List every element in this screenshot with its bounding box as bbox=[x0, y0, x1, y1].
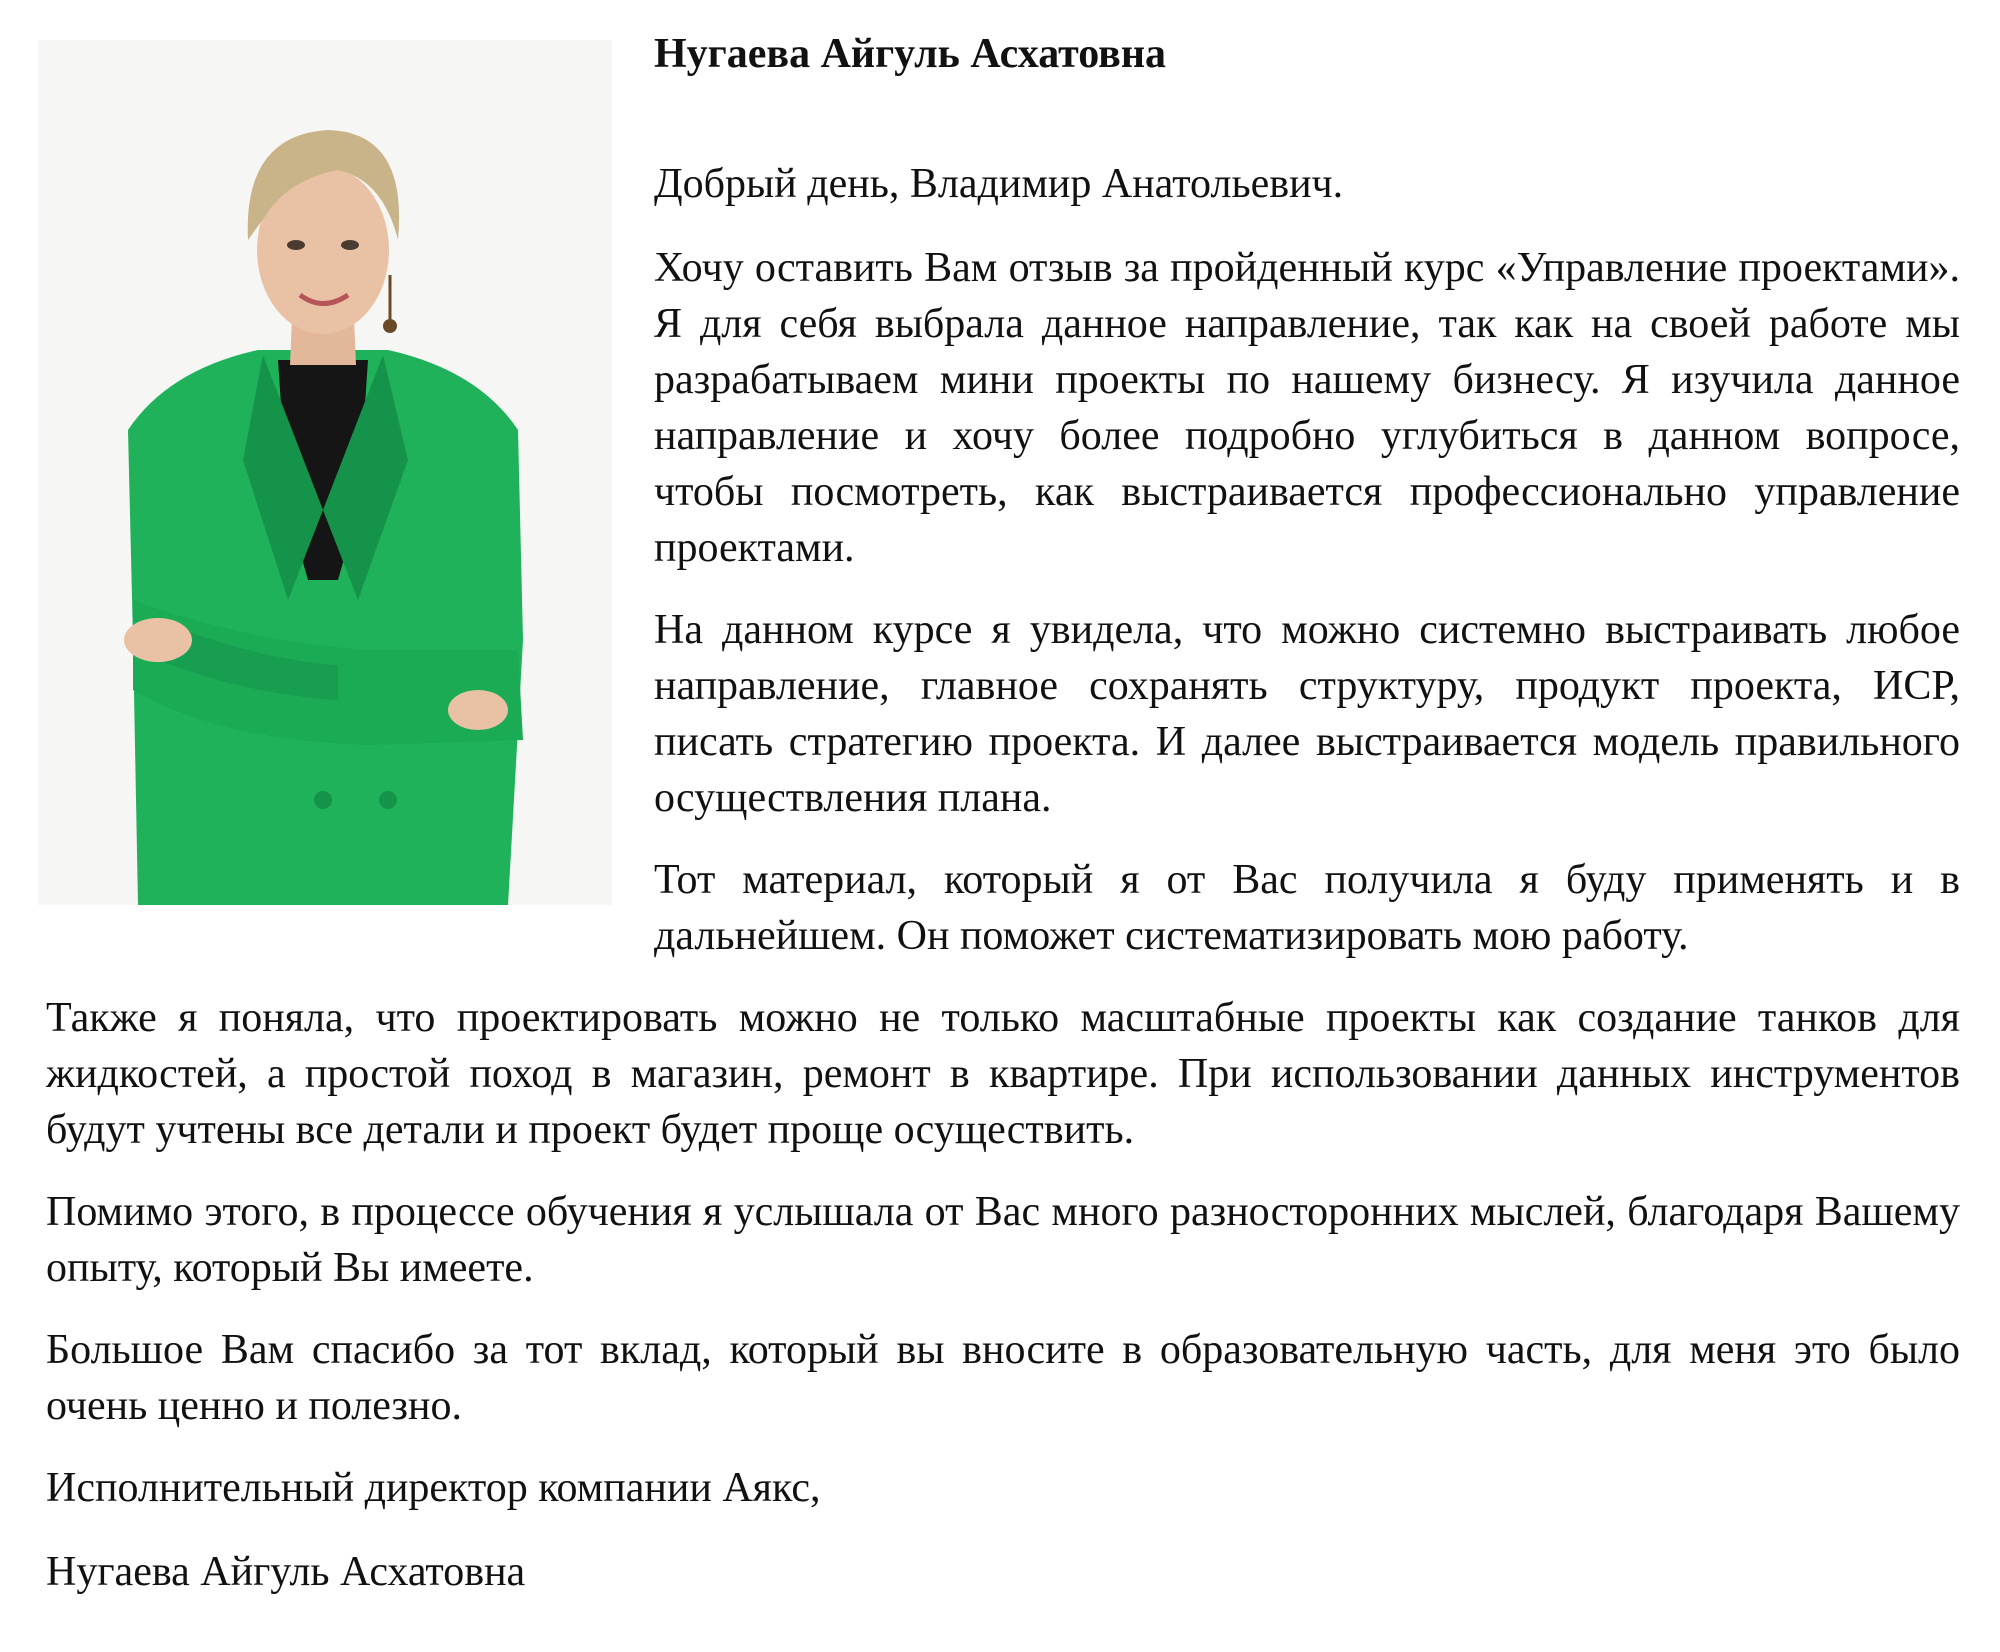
paragraph: Помимо этого, в процессе обучения я услышала от Вас много разносторонних мыслей, благодаря Вашему опыту, который Вы имеете. bbox=[46, 1189, 1960, 1291]
signature-role: Исполнительный директор компании Аякс, bbox=[46, 1465, 821, 1511]
paragraph: Тот материал, который я от Вас получила я буду применять и в дальнейшем. Он поможет систематизировать мою работу. bbox=[654, 857, 1960, 959]
signature-name: Нугаева Айгуль Асхатовна bbox=[46, 1549, 526, 1595]
author-name-heading: Нугаева Айгуль Асхатовна bbox=[654, 31, 1167, 77]
portrait-illustration bbox=[38, 40, 612, 905]
letter-body bbox=[46, 10, 1960, 1626]
paragraph: Большое Вам спасибо за тот вклад, который вы вносите в образовательную часть, для меня это было очень ценно и полезно. bbox=[46, 1327, 1960, 1429]
greeting: Добрый день, Владимир Анатольевич. bbox=[654, 161, 1344, 207]
paragraph: Хочу оставить Вам отзыв за пройденный курс «Управление проектами». Я для себя выбрала данное направление, так как на своей работе мы разрабатываем мини проекты по нашему бизнесу. Я изучила данное направление и хочу более подробно углубиться в данном вопросе, чтобы посмотреть, как выстраивается профессионально управление проектами. bbox=[654, 245, 1960, 571]
paragraph: На данном курсе я увидела, что можно системно выстраивать любое направление, главное сохранять структуру, продукт проекта, ИСР, писать стратегию проекта. И далее выстраивается модель правильного осуществления плана. bbox=[654, 607, 1960, 821]
paragraph: Также я поняла, что проектировать можно не только масштабные проекты как создание танков для жидкостей, а простой поход в магазин, ремонт в квартире. При использовании данных инструментов будут учтены все детали и проект будет проще осуществить. bbox=[46, 995, 1960, 1153]
portrait-photo bbox=[38, 40, 612, 905]
